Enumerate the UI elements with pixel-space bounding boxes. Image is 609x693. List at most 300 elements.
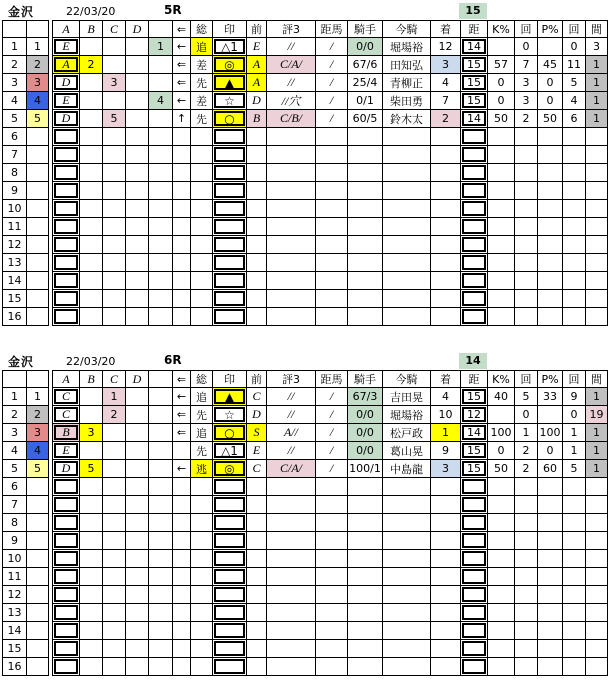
cell-kpct[interactable]	[488, 128, 515, 146]
cell-rownum[interactable]	[3, 514, 27, 532]
header-sou[interactable]: 総	[191, 371, 213, 388]
cell-pre[interactable]	[149, 442, 173, 460]
cell-sou[interactable]	[191, 442, 213, 460]
cell-kai[interactable]	[515, 218, 538, 236]
cell-ppct[interactable]	[538, 254, 563, 272]
cell-kai[interactable]	[515, 532, 538, 550]
cell-kan[interactable]	[586, 182, 608, 200]
cell-chaku[interactable]	[431, 424, 461, 442]
cell-d[interactable]	[126, 478, 149, 496]
cell-hyo3[interactable]	[267, 74, 316, 92]
cell-in[interactable]	[213, 164, 247, 182]
cell-kan[interactable]	[586, 442, 608, 460]
cell-rownum[interactable]	[3, 38, 27, 56]
cell-kishu[interactable]	[348, 164, 383, 182]
cell-kai2[interactable]	[563, 640, 586, 658]
cell-kyo[interactable]	[461, 442, 488, 460]
cell-sou[interactable]	[191, 658, 213, 676]
cell-kai[interactable]	[515, 424, 538, 442]
cell-in[interactable]	[213, 308, 247, 326]
cell-arrow[interactable]	[173, 586, 191, 604]
cell-waku[interactable]	[27, 164, 49, 182]
cell-kai[interactable]	[515, 308, 538, 326]
header-chaku[interactable]: 着	[431, 371, 461, 388]
cell-kan[interactable]	[586, 586, 608, 604]
cell-kan[interactable]	[586, 568, 608, 586]
cell-chaku[interactable]	[431, 56, 461, 74]
header-hyo3[interactable]: 評3	[267, 21, 316, 38]
cell-waku[interactable]	[27, 424, 49, 442]
cell-b[interactable]	[80, 272, 103, 290]
cell-kyoba[interactable]	[316, 128, 348, 146]
cell-waku[interactable]	[27, 622, 49, 640]
cell-kan[interactable]	[586, 218, 608, 236]
cell-chaku[interactable]	[431, 200, 461, 218]
cell-kishu[interactable]	[348, 460, 383, 478]
cell-kai[interactable]	[515, 460, 538, 478]
cell-waku[interactable]	[27, 586, 49, 604]
cell-c[interactable]	[103, 218, 126, 236]
cell-ppct[interactable]	[538, 496, 563, 514]
header-kyoba[interactable]: 距馬	[316, 21, 348, 38]
cell-kai[interactable]	[515, 92, 538, 110]
cell-a[interactable]	[53, 128, 80, 146]
cell-in[interactable]	[213, 496, 247, 514]
header-kpct[interactable]: K%	[488, 371, 515, 388]
cell-kai[interactable]	[515, 478, 538, 496]
cell-konki[interactable]	[383, 200, 431, 218]
cell-hyo3[interactable]	[267, 128, 316, 146]
cell-rownum[interactable]	[3, 290, 27, 308]
cell-kyo[interactable]	[461, 56, 488, 74]
cell-chaku[interactable]	[431, 406, 461, 424]
cell-a[interactable]	[53, 74, 80, 92]
cell-a[interactable]	[53, 532, 80, 550]
cell-kyoba[interactable]	[316, 200, 348, 218]
cell-kai[interactable]	[515, 164, 538, 182]
cell-konki[interactable]	[383, 406, 431, 424]
cell-d[interactable]	[126, 460, 149, 478]
cell-pre[interactable]	[149, 74, 173, 92]
cell-c[interactable]	[103, 658, 126, 676]
cell-chaku[interactable]	[431, 308, 461, 326]
cell-kai2[interactable]	[563, 604, 586, 622]
cell-kpct[interactable]	[488, 290, 515, 308]
cell-d[interactable]	[126, 308, 149, 326]
cell-sou[interactable]	[191, 388, 213, 406]
cell-d[interactable]	[126, 640, 149, 658]
cell-pre[interactable]	[149, 164, 173, 182]
header-kai[interactable]: 回	[515, 371, 538, 388]
cell-kai[interactable]	[515, 514, 538, 532]
cell-chaku[interactable]	[431, 74, 461, 92]
cell-hyo3[interactable]	[267, 38, 316, 56]
cell-kyoba[interactable]	[316, 110, 348, 128]
cell-kishu[interactable]	[348, 586, 383, 604]
cell-mae[interactable]	[247, 478, 267, 496]
cell-arrow[interactable]	[173, 388, 191, 406]
cell-chaku[interactable]	[431, 146, 461, 164]
cell-sou[interactable]	[191, 74, 213, 92]
cell-rownum[interactable]	[3, 442, 27, 460]
cell-kyo[interactable]	[461, 640, 488, 658]
header-waku[interactable]	[27, 21, 49, 38]
cell-mae[interactable]	[247, 442, 267, 460]
cell-hyo3[interactable]	[267, 290, 316, 308]
cell-ppct[interactable]	[538, 442, 563, 460]
cell-sou[interactable]	[191, 532, 213, 550]
cell-kpct[interactable]	[488, 388, 515, 406]
cell-kyoba[interactable]	[316, 478, 348, 496]
cell-pre[interactable]	[149, 478, 173, 496]
cell-kyo[interactable]	[461, 658, 488, 676]
cell-kyoba[interactable]	[316, 308, 348, 326]
cell-b[interactable]	[80, 550, 103, 568]
cell-a[interactable]	[53, 236, 80, 254]
cell-hyo3[interactable]	[267, 308, 316, 326]
cell-kishu[interactable]	[348, 290, 383, 308]
cell-rownum[interactable]	[3, 622, 27, 640]
cell-waku[interactable]	[27, 254, 49, 272]
cell-kishu[interactable]	[348, 92, 383, 110]
cell-d[interactable]	[126, 514, 149, 532]
cell-kyoba[interactable]	[316, 460, 348, 478]
cell-kishu[interactable]	[348, 110, 383, 128]
cell-kan[interactable]	[586, 38, 608, 56]
cell-sou[interactable]	[191, 236, 213, 254]
cell-c[interactable]	[103, 604, 126, 622]
header-konki[interactable]: 今騎	[383, 371, 431, 388]
cell-pre[interactable]	[149, 290, 173, 308]
cell-kyoba[interactable]	[316, 658, 348, 676]
cell-c[interactable]	[103, 388, 126, 406]
cell-hyo3[interactable]	[267, 496, 316, 514]
cell-hyo3[interactable]	[267, 164, 316, 182]
cell-kyo[interactable]	[461, 604, 488, 622]
cell-arrow[interactable]	[173, 92, 191, 110]
cell-in[interactable]	[213, 236, 247, 254]
cell-hyo3[interactable]	[267, 478, 316, 496]
cell-chaku[interactable]	[431, 128, 461, 146]
cell-d[interactable]	[126, 388, 149, 406]
cell-b[interactable]	[80, 622, 103, 640]
cell-kai2[interactable]	[563, 182, 586, 200]
cell-mae[interactable]	[247, 236, 267, 254]
cell-rownum[interactable]	[3, 658, 27, 676]
cell-c[interactable]	[103, 460, 126, 478]
cell-hyo3[interactable]	[267, 568, 316, 586]
cell-kishu[interactable]	[348, 604, 383, 622]
cell-kyo[interactable]	[461, 568, 488, 586]
cell-kpct[interactable]	[488, 550, 515, 568]
cell-hyo3[interactable]	[267, 532, 316, 550]
cell-d[interactable]	[126, 272, 149, 290]
cell-in[interactable]	[213, 218, 247, 236]
cell-a[interactable]	[53, 568, 80, 586]
cell-a[interactable]	[53, 622, 80, 640]
cell-kan[interactable]	[586, 622, 608, 640]
cell-kai[interactable]	[515, 236, 538, 254]
cell-kai2[interactable]	[563, 164, 586, 182]
cell-b[interactable]	[80, 254, 103, 272]
cell-mae[interactable]	[247, 424, 267, 442]
cell-waku[interactable]	[27, 442, 49, 460]
cell-kai[interactable]	[515, 586, 538, 604]
cell-kyoba[interactable]	[316, 568, 348, 586]
cell-in[interactable]	[213, 460, 247, 478]
cell-pre[interactable]	[149, 236, 173, 254]
header-kishu[interactable]: 騎手	[348, 371, 383, 388]
cell-chaku[interactable]	[431, 622, 461, 640]
cell-kpct[interactable]	[488, 640, 515, 658]
cell-kishu[interactable]	[348, 532, 383, 550]
cell-chaku[interactable]	[431, 586, 461, 604]
cell-mae[interactable]	[247, 568, 267, 586]
cell-waku[interactable]	[27, 236, 49, 254]
cell-hyo3[interactable]	[267, 460, 316, 478]
cell-kyo[interactable]	[461, 236, 488, 254]
cell-mae[interactable]	[247, 640, 267, 658]
cell-kyoba[interactable]	[316, 514, 348, 532]
cell-chaku[interactable]	[431, 92, 461, 110]
cell-b[interactable]	[80, 182, 103, 200]
cell-ppct[interactable]	[538, 388, 563, 406]
cell-konki[interactable]	[383, 586, 431, 604]
cell-mae[interactable]	[247, 218, 267, 236]
cell-in[interactable]	[213, 146, 247, 164]
cell-hyo3[interactable]	[267, 92, 316, 110]
cell-c[interactable]	[103, 74, 126, 92]
cell-a[interactable]	[53, 640, 80, 658]
cell-waku[interactable]	[27, 218, 49, 236]
cell-chaku[interactable]	[431, 272, 461, 290]
cell-arrow[interactable]	[173, 550, 191, 568]
cell-chaku[interactable]	[431, 110, 461, 128]
cell-kyoba[interactable]	[316, 74, 348, 92]
cell-kyoba[interactable]	[316, 218, 348, 236]
cell-konki[interactable]	[383, 182, 431, 200]
cell-in[interactable]	[213, 254, 247, 272]
cell-chaku[interactable]	[431, 532, 461, 550]
cell-kpct[interactable]	[488, 478, 515, 496]
cell-mae[interactable]	[247, 604, 267, 622]
cell-in[interactable]	[213, 622, 247, 640]
cell-pre[interactable]	[149, 622, 173, 640]
header-kyo[interactable]: 距	[461, 371, 488, 388]
cell-hyo3[interactable]	[267, 640, 316, 658]
cell-konki[interactable]	[383, 532, 431, 550]
cell-d[interactable]	[126, 496, 149, 514]
cell-a[interactable]	[53, 164, 80, 182]
cell-b[interactable]	[80, 388, 103, 406]
cell-kan[interactable]	[586, 236, 608, 254]
cell-arrow[interactable]	[173, 496, 191, 514]
cell-b[interactable]	[80, 514, 103, 532]
header-pre[interactable]	[149, 21, 173, 38]
cell-in[interactable]	[213, 92, 247, 110]
cell-kan[interactable]	[586, 640, 608, 658]
cell-konki[interactable]	[383, 388, 431, 406]
cell-konki[interactable]	[383, 604, 431, 622]
cell-hyo3[interactable]	[267, 56, 316, 74]
cell-hyo3[interactable]	[267, 254, 316, 272]
header-konki[interactable]: 今騎	[383, 21, 431, 38]
cell-kan[interactable]	[586, 146, 608, 164]
cell-kishu[interactable]	[348, 640, 383, 658]
cell-ppct[interactable]	[538, 550, 563, 568]
cell-in[interactable]	[213, 586, 247, 604]
cell-kai[interactable]	[515, 622, 538, 640]
cell-konki[interactable]	[383, 514, 431, 532]
cell-kan[interactable]	[586, 550, 608, 568]
header-d[interactable]: D	[126, 371, 149, 388]
cell-kai2[interactable]	[563, 290, 586, 308]
cell-hyo3[interactable]	[267, 586, 316, 604]
header-kpct[interactable]: K%	[488, 21, 515, 38]
cell-mae[interactable]	[247, 92, 267, 110]
cell-b[interactable]	[80, 218, 103, 236]
cell-sou[interactable]	[191, 622, 213, 640]
header-waku[interactable]	[27, 371, 49, 388]
cell-arrow[interactable]	[173, 424, 191, 442]
cell-waku[interactable]	[27, 550, 49, 568]
header-hyo3[interactable]: 評3	[267, 371, 316, 388]
cell-kishu[interactable]	[348, 550, 383, 568]
cell-kyo[interactable]	[461, 496, 488, 514]
cell-rownum[interactable]	[3, 568, 27, 586]
cell-rownum[interactable]	[3, 110, 27, 128]
header-d[interactable]: D	[126, 21, 149, 38]
cell-kyo[interactable]	[461, 182, 488, 200]
cell-kai[interactable]	[515, 56, 538, 74]
cell-sou[interactable]	[191, 92, 213, 110]
cell-kyoba[interactable]	[316, 406, 348, 424]
cell-waku[interactable]	[27, 56, 49, 74]
cell-rownum[interactable]	[3, 460, 27, 478]
cell-konki[interactable]	[383, 146, 431, 164]
cell-d[interactable]	[126, 38, 149, 56]
cell-arrow[interactable]	[173, 640, 191, 658]
cell-kan[interactable]	[586, 74, 608, 92]
cell-hyo3[interactable]	[267, 406, 316, 424]
cell-waku[interactable]	[27, 514, 49, 532]
cell-kai[interactable]	[515, 442, 538, 460]
cell-ppct[interactable]	[538, 604, 563, 622]
cell-sou[interactable]	[191, 146, 213, 164]
cell-c[interactable]	[103, 290, 126, 308]
cell-chaku[interactable]	[431, 182, 461, 200]
cell-d[interactable]	[126, 424, 149, 442]
cell-b[interactable]	[80, 568, 103, 586]
cell-pre[interactable]	[149, 56, 173, 74]
cell-rownum[interactable]	[3, 56, 27, 74]
cell-chaku[interactable]	[431, 236, 461, 254]
cell-pre[interactable]	[149, 38, 173, 56]
cell-a[interactable]	[53, 290, 80, 308]
cell-ppct[interactable]	[538, 460, 563, 478]
cell-kyoba[interactable]	[316, 290, 348, 308]
cell-kishu[interactable]	[348, 442, 383, 460]
cell-a[interactable]	[53, 460, 80, 478]
cell-sou[interactable]	[191, 290, 213, 308]
cell-konki[interactable]	[383, 442, 431, 460]
cell-rownum[interactable]	[3, 74, 27, 92]
cell-b[interactable]	[80, 200, 103, 218]
cell-kpct[interactable]	[488, 568, 515, 586]
cell-mae[interactable]	[247, 74, 267, 92]
header-sou[interactable]: 総	[191, 21, 213, 38]
cell-kyo[interactable]	[461, 38, 488, 56]
cell-sou[interactable]	[191, 424, 213, 442]
cell-kan[interactable]	[586, 92, 608, 110]
cell-d[interactable]	[126, 550, 149, 568]
cell-c[interactable]	[103, 308, 126, 326]
cell-sou[interactable]	[191, 308, 213, 326]
cell-kyo[interactable]	[461, 514, 488, 532]
cell-pre[interactable]	[149, 388, 173, 406]
cell-sou[interactable]	[191, 56, 213, 74]
cell-kan[interactable]	[586, 532, 608, 550]
cell-mae[interactable]	[247, 56, 267, 74]
cell-b[interactable]	[80, 496, 103, 514]
cell-b[interactable]	[80, 74, 103, 92]
cell-c[interactable]	[103, 272, 126, 290]
header-arrow[interactable]: ⇐	[173, 21, 191, 38]
cell-waku[interactable]	[27, 308, 49, 326]
cell-d[interactable]	[126, 56, 149, 74]
cell-arrow[interactable]	[173, 182, 191, 200]
header-rownum[interactable]	[3, 21, 27, 38]
cell-sou[interactable]	[191, 38, 213, 56]
cell-b[interactable]	[80, 658, 103, 676]
cell-arrow[interactable]	[173, 272, 191, 290]
cell-kishu[interactable]	[348, 200, 383, 218]
cell-pre[interactable]	[149, 308, 173, 326]
cell-arrow[interactable]	[173, 146, 191, 164]
cell-kishu[interactable]	[348, 182, 383, 200]
cell-kyo[interactable]	[461, 586, 488, 604]
cell-kai[interactable]	[515, 290, 538, 308]
cell-kyo[interactable]	[461, 478, 488, 496]
cell-kyoba[interactable]	[316, 146, 348, 164]
cell-kan[interactable]	[586, 290, 608, 308]
cell-d[interactable]	[126, 532, 149, 550]
cell-mae[interactable]	[247, 128, 267, 146]
cell-kishu[interactable]	[348, 218, 383, 236]
cell-kan[interactable]	[586, 128, 608, 146]
cell-ppct[interactable]	[538, 622, 563, 640]
cell-kyoba[interactable]	[316, 254, 348, 272]
cell-d[interactable]	[126, 74, 149, 92]
cell-mae[interactable]	[247, 496, 267, 514]
cell-ppct[interactable]	[538, 146, 563, 164]
cell-chaku[interactable]	[431, 640, 461, 658]
cell-waku[interactable]	[27, 406, 49, 424]
cell-kpct[interactable]	[488, 496, 515, 514]
cell-rownum[interactable]	[3, 424, 27, 442]
cell-ppct[interactable]	[538, 478, 563, 496]
cell-in[interactable]	[213, 604, 247, 622]
cell-kai2[interactable]	[563, 308, 586, 326]
cell-kai[interactable]	[515, 200, 538, 218]
cell-rownum[interactable]	[3, 478, 27, 496]
cell-kan[interactable]	[586, 200, 608, 218]
cell-kai2[interactable]	[563, 56, 586, 74]
cell-pre[interactable]	[149, 460, 173, 478]
cell-kyoba[interactable]	[316, 532, 348, 550]
cell-pre[interactable]	[149, 254, 173, 272]
cell-a[interactable]	[53, 424, 80, 442]
